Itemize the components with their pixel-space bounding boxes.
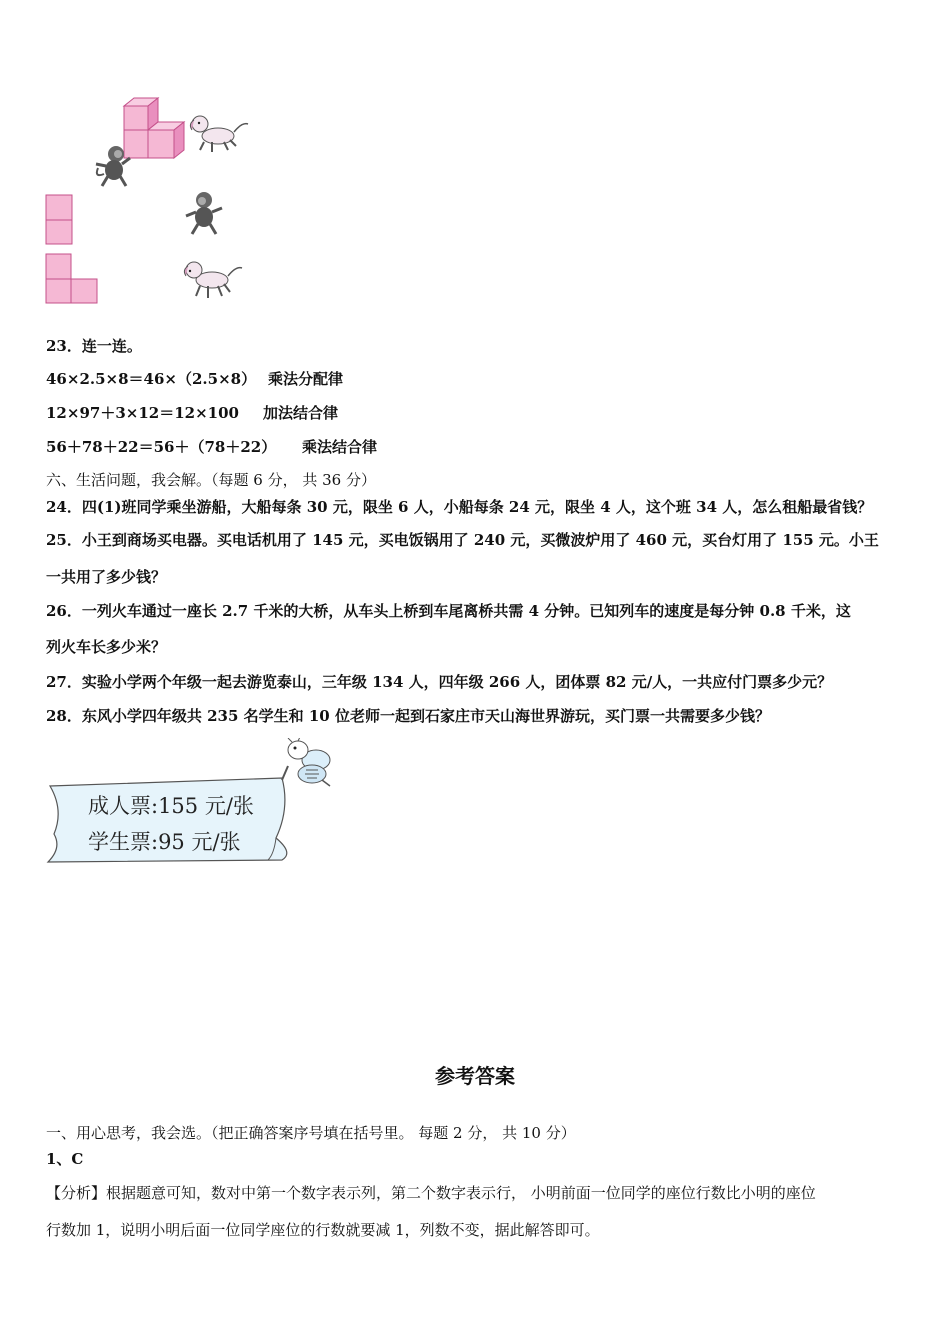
q23-expr-1: 46×2.5×8＝46×（2.5×8）: [46, 370, 257, 388]
ticket-student-price: 学生票:95 元/张: [88, 830, 241, 854]
cube-stack-3d: [124, 98, 184, 158]
dog-icon: [190, 116, 248, 152]
monkey-icon: [186, 192, 222, 234]
q24-text: 24．四(1)班同学乘坐游船，大船每条 30 元，限坐 6 人，小船每条 24 元，限坐 4 人，这个班 34 人，怎么租船最省钱？: [46, 498, 873, 516]
q23-title: 23．连一连。: [46, 337, 142, 355]
q27-text: 27．实验小学两个年级一起去游览泰山，三年级 134 人，四年级 266 人，团体票 82 元/人，一共应付门票多少元？: [46, 673, 833, 691]
analysis-line2: 行数加 1，说明小明后面一位同学座位的行数就要减 1，列数不变，据此解答即可。: [46, 1221, 600, 1239]
q23-law-2: 加法结合律: [263, 404, 339, 422]
bee-icon: [282, 738, 330, 786]
q26-text-line1: 26．一列火车通过一座长 2.7 千米的大桥，从车头上桥到车尾离桥共需 4 分钟。已知列车的速度是每分钟 0.8 千米，这: [46, 602, 851, 620]
view-shape-vertical-two: [46, 195, 72, 244]
q26-text-line2: 列火车长多少米？: [46, 638, 167, 656]
dog-icon: [184, 262, 242, 298]
answers-title: 参考答案: [435, 1064, 515, 1088]
view-shape-l-three: [46, 254, 97, 303]
answer-1: 1、C: [46, 1150, 84, 1168]
section-6-heading: 六、生活问题，我会解。（每题 6 分， 共 36 分）: [46, 471, 376, 489]
answers-section-1-heading: 一、用心思考，我会选。（把正确答案序号填在括号里。 每题 2 分， 共 10 分）: [46, 1124, 576, 1142]
q23-law-3: 乘法结合律: [302, 438, 378, 456]
q25-text-line1: 25．小王到商场买电器。买电话机用了 145 元，买电饭锅用了 240 元，买微波炉用了 460 元，买台灯用了 155 元。小王: [46, 531, 879, 549]
analysis-line1: 【分析】根据题意可知，数对中第一个数字表示列，第二个数字表示行， 小明前面一位同学的座位行数比小明的座位: [46, 1184, 816, 1202]
q28-text: 28．东风小学四年级共 235 名学生和 10 位老师一起到石家庄市天山海世界游玩，买门票一共需要多少钱？: [46, 707, 770, 725]
q23-law-1: 乘法分配律: [268, 370, 344, 388]
cube-observation-figure: [40, 92, 260, 310]
q23-expr-3: 56＋78＋22＝56＋（78＋22）: [46, 438, 277, 456]
ticket-adult-price: 成人票:155 元/张: [88, 794, 254, 818]
q25-text-line2: 一共用了多少钱？: [46, 568, 167, 586]
q23-expr-2: 12×97＋3×12＝12×100: [46, 404, 239, 422]
